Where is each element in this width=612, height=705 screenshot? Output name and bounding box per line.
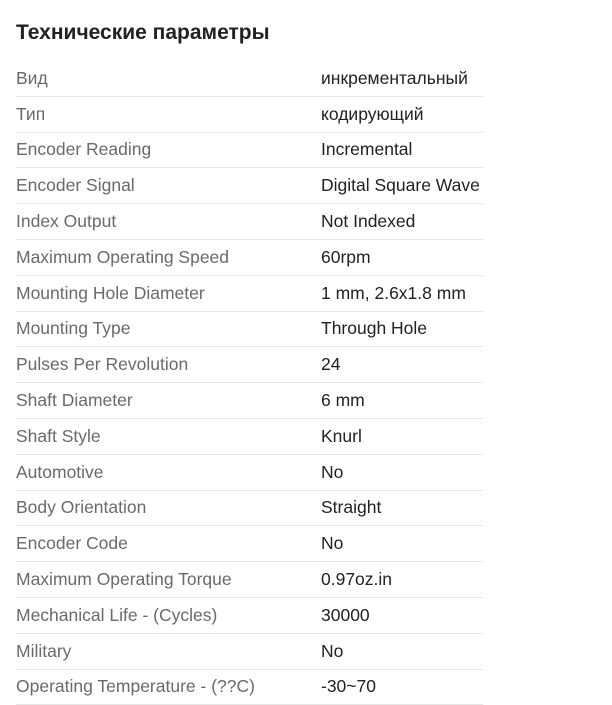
spec-value: 1 mm, 2.6x1.8 mm: [321, 275, 483, 311]
spec-row: [16, 275, 483, 311]
spec-row: [16, 132, 483, 168]
spec-value: инкрементальный: [321, 61, 483, 96]
spec-row: [16, 526, 483, 562]
spec-row: [16, 418, 483, 454]
spec-label: Body Orientation: [16, 490, 321, 526]
spec-value: Incremental: [321, 132, 483, 168]
spec-row: [16, 96, 483, 132]
spec-value: Knurl: [321, 418, 483, 454]
spec-value: Not Indexed: [321, 204, 483, 240]
spec-label: Pulses Per Revolution: [16, 347, 321, 383]
spec-value: Straight: [321, 490, 483, 526]
spec-value: 30000: [321, 597, 483, 633]
spec-label: Shaft Diameter: [16, 383, 321, 419]
spec-value: No: [321, 454, 483, 490]
spec-label: Encoder Reading: [16, 132, 321, 168]
spec-label: Operating Temperature - (??C): [16, 669, 321, 705]
spec-row: [16, 168, 483, 204]
spec-value: No: [321, 633, 483, 669]
spec-label: Maximum Operating Speed: [16, 239, 321, 275]
spec-label: Mounting Hole Diameter: [16, 275, 321, 311]
spec-label: Index Output: [16, 204, 321, 240]
spec-value: 24: [321, 347, 483, 383]
spec-label: Shaft Style: [16, 418, 321, 454]
spec-row: [16, 597, 483, 633]
spec-label: Maximum Operating Torque: [16, 562, 321, 598]
section-title: Технические параметры: [16, 21, 270, 44]
spec-label: Automotive: [16, 454, 321, 490]
spec-row: [16, 562, 483, 598]
spec-label: Military: [16, 633, 321, 669]
spec-label: Mounting Type: [16, 311, 321, 347]
spec-row: [16, 239, 483, 275]
specifications-table: [16, 61, 483, 705]
spec-value: 60rpm: [321, 239, 483, 275]
spec-value: No: [321, 526, 483, 562]
spec-row: [16, 204, 483, 240]
spec-label: Encoder Signal: [16, 168, 321, 204]
spec-label: Mechanical Life - (Cycles): [16, 597, 321, 633]
spec-row: [16, 347, 483, 383]
spec-row: [16, 669, 483, 705]
spec-row: [16, 633, 483, 669]
spec-label: Encoder Code: [16, 526, 321, 562]
spec-value: Digital Square Wave: [321, 168, 483, 204]
spec-value: -30~70: [321, 669, 483, 705]
spec-row: [16, 383, 483, 419]
spec-value: 6 mm: [321, 383, 483, 419]
spec-row: [16, 61, 483, 96]
spec-value: кодирующий: [321, 96, 483, 132]
spec-row: [16, 454, 483, 490]
spec-value: 0.97oz.in: [321, 562, 483, 598]
spec-label: Вид: [16, 61, 321, 96]
spec-row: [16, 490, 483, 526]
spec-value: Through Hole: [321, 311, 483, 347]
spec-row: [16, 311, 483, 347]
spec-label: Тип: [16, 96, 321, 132]
